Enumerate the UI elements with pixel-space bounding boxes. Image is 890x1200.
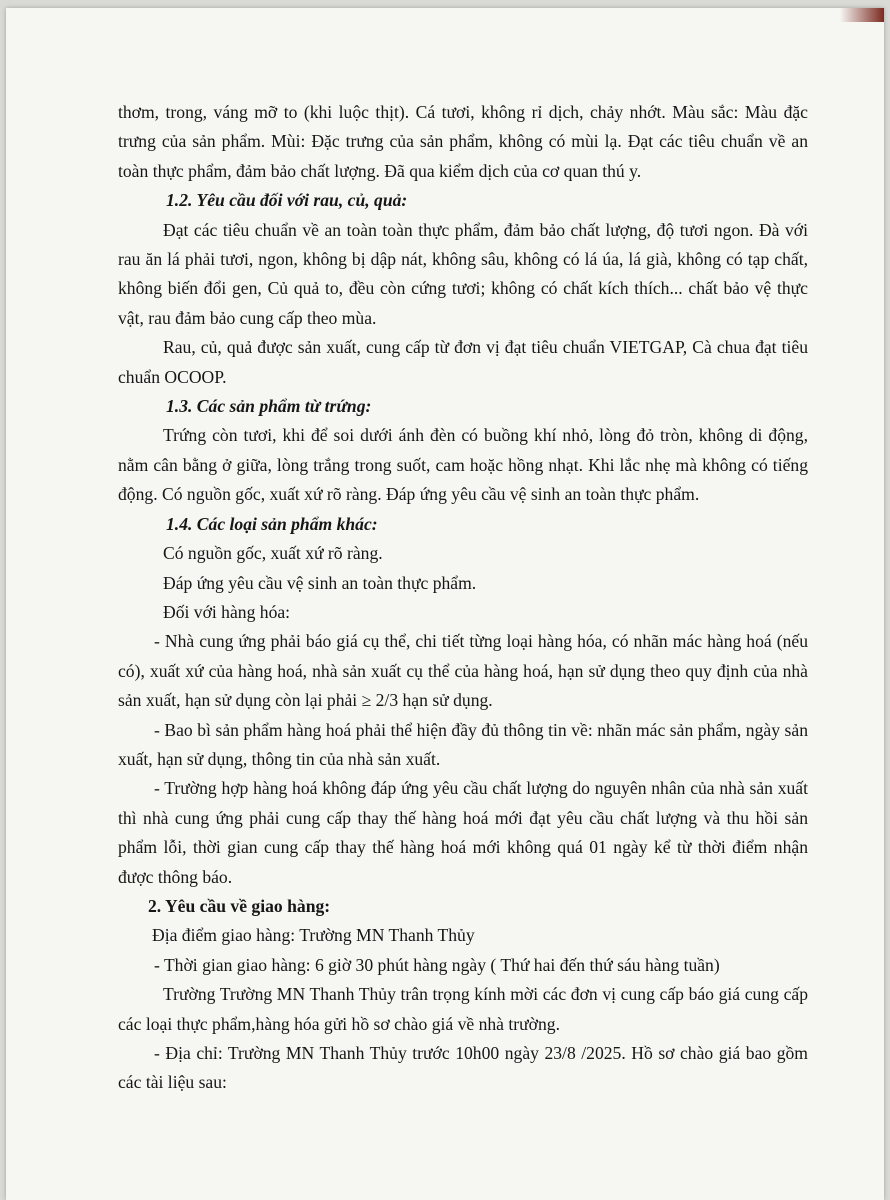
- paragraph-meat-fish-requirements: thơm, trong, váng mỡ to (khi luộc thịt). Cá tươi, không rỉ dịch, chảy nhớt. Màu sắc: Màu đặc trưng của sản phẩm. Mùi: Đặc trưng của sản phẩm, không có mùi lạ. Đạt các tiêu chuẩn về an toàn thực phẩm, đảm bảo chất lượng. Đã qua kiểm dịch của cơ quan thú y.: [118, 102, 808, 181]
- heading-1-3-eggs: 1.3. Các sản phẩm từ trứng:: [166, 396, 372, 417]
- paragraph-egg-quality: Trứng còn tươi, khi để soi dưới ánh đèn có buồng khí nhỏ, lòng đỏ tròn, không di động, nằm cân bằng ở giữa, lòng trắng trong suốt, cam hoặc hồng nhạt. Khi lắc nhẹ mà không có tiếng động. Có nguồn gốc, xuất xứ rõ ràng. Đáp ứng yêu cầu vệ sinh an toàn thực phẩm.: [118, 425, 808, 505]
- heading-1-4-other-products: 1.4. Các loại sản phẩm khác:: [166, 513, 378, 534]
- bullet-address-deadline: - Địa chỉ: Trường MN Thanh Thủy trước 10h00 ngày 23/8 /2025. Hồ sơ chào giá bao gồm các tài liệu sau:: [118, 1043, 808, 1093]
- paragraph-hygiene: Đáp ứng yêu cầu vệ sinh an toàn thực phẩm.: [163, 572, 477, 593]
- corner-mark: [840, 8, 884, 22]
- paragraph-vegetable-quality: Đạt các tiêu chuẩn về an toàn toàn thực phẩm, đảm bảo chất lượng, độ tươi ngon. Đà với rau ăn lá phải tươi, ngon, không bị dập nát, không sâu, không có lá úa, lá già, không có tạp chất, không biến đổi gen, Củ quả to, đều còn cứng tươi; không có chất kích thích... chất bảo vệ thực vật, rau đảm bảo cung cấp theo mùa.: [118, 219, 808, 328]
- paragraph-origin: Có nguồn gốc, xuất xứ rõ ràng.: [163, 543, 383, 564]
- heading-2-delivery: 2. Yêu cầu về giao hàng:: [148, 895, 331, 916]
- paragraph-vegetable-source: Rau, củ, quả được sản xuất, cung cấp từ đơn vị đạt tiêu chuẩn VIETGAP, Cà chua đạt tiêu chuẩn OCOOP.: [118, 337, 808, 387]
- paragraph-invitation: Trường Trường MN Thanh Thủy trân trọng kính mời các đơn vị cung cấp báo giá cung cấp các loại thực phẩm,hàng hóa gửi hồ sơ chào giá về nhà trường.: [118, 984, 808, 1034]
- document-page: [6, 8, 884, 1200]
- document-body: [118, 98, 808, 1098]
- paragraph-delivery-location: Địa điểm giao hàng: Trường MN Thanh Thủy: [152, 925, 475, 946]
- bullet-delivery-time: - Thời gian giao hàng: 6 giờ 30 phút hàng ngày ( Thứ hai đến thứ sáu hàng tuần): [154, 954, 720, 975]
- paragraph-goods-intro: Đối với hàng hóa:: [163, 601, 291, 622]
- bullet-replacement-policy: - Trường hợp hàng hoá không đáp ứng yêu cầu chất lượng do nguyên nhân của nhà sản xuất thì nhà cung ứng phải cung cấp thay thế hàng hoá mới đạt yêu cầu chất lượng và thu hồi sản phẩm lỗi, thời gian cung cấp thay thế hàng hoá mới không quá 01 ngày kể từ thời điểm nhận được thông báo.: [118, 778, 808, 887]
- bullet-packaging-info: - Bao bì sản phẩm hàng hoá phải thể hiện đầy đủ thông tin về: nhãn mác sản phẩm, ngày sản xuất, hạn sử dụng, thông tin của nhà sản xuất.: [118, 719, 808, 769]
- heading-1-2-vegetables: 1.2. Yêu cầu đối với rau, củ, quả:: [166, 190, 408, 211]
- bullet-pricing-details: - Nhà cung ứng phải báo giá cụ thể, chi tiết từng loại hàng hóa, có nhãn mác hàng hoá (nếu có), xuất xứ của hàng hoá, nhà sản xuất cụ thể của hàng hoá, hạn sử dụng theo quy định của nhà sản xuất, hạn sử dụng còn lại phải ≥ 2/3 hạn sử dụng.: [118, 631, 808, 711]
